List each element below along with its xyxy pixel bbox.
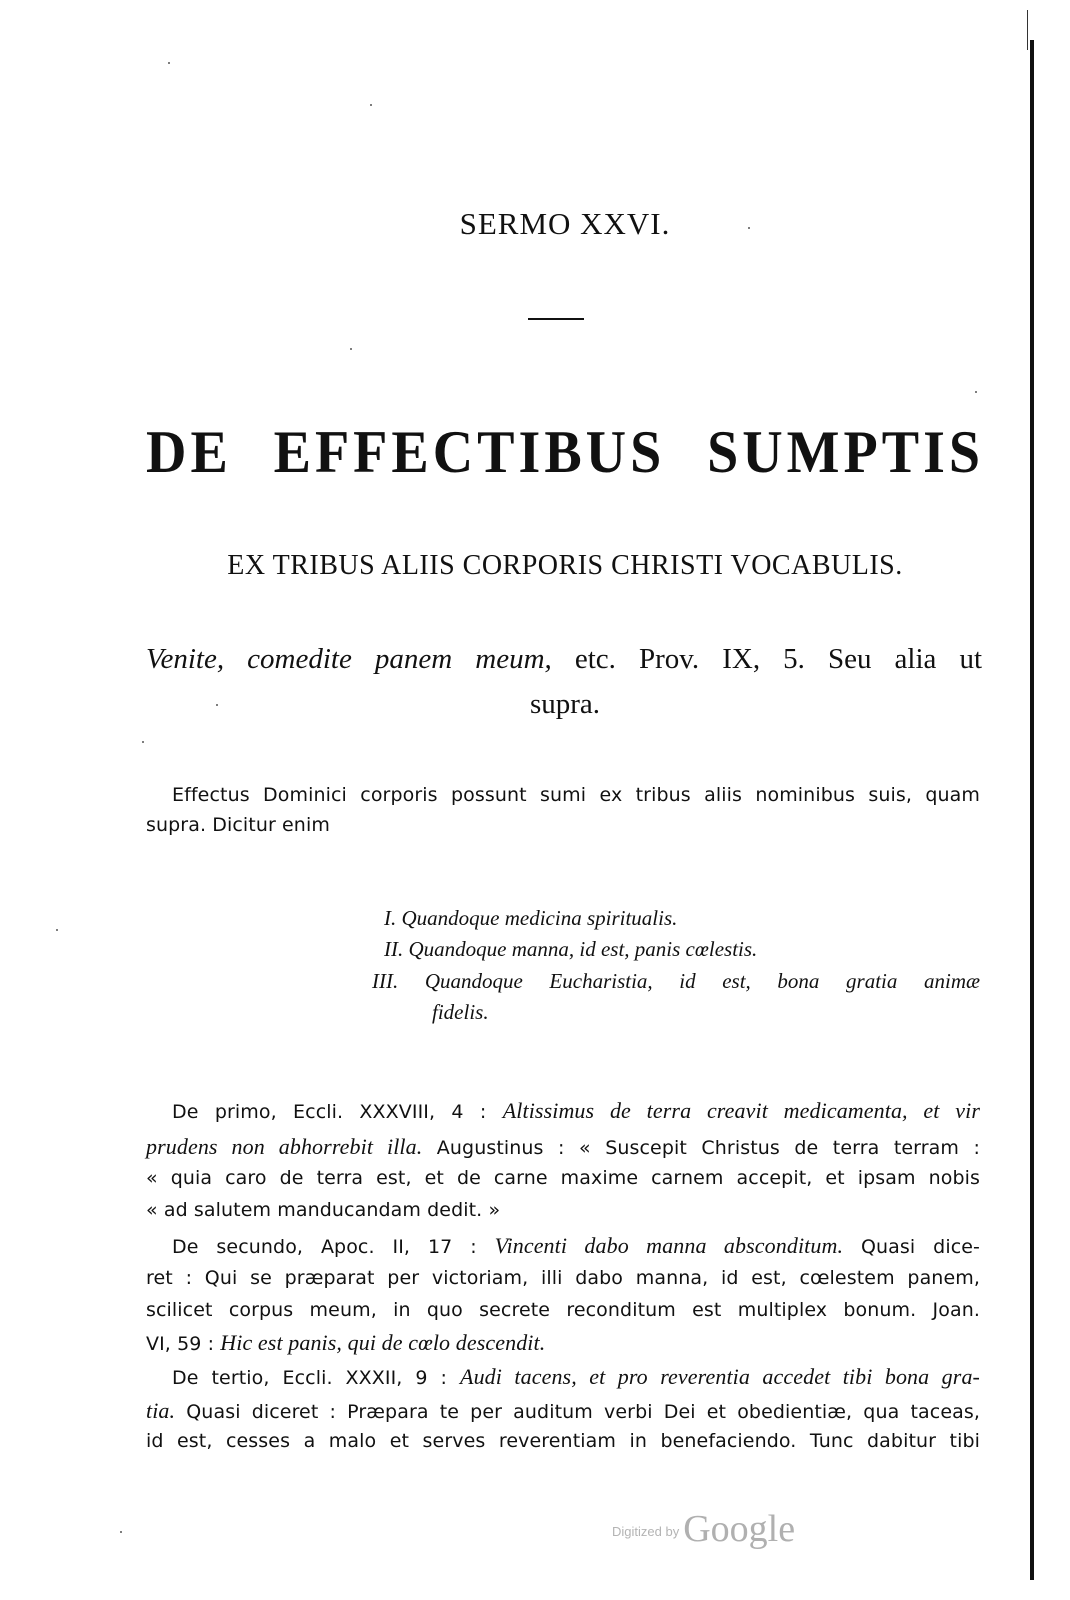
page-edge-mark — [1027, 10, 1028, 50]
paragraph-line: scilicet corpus meum, in quo secrete reconditum est multiplex bonum. Joan. — [146, 1299, 980, 1321]
text-run: VI, 59 : — [146, 1333, 221, 1355]
text-run: De tertio, Eccli. XXXII, 9 : — [172, 1367, 461, 1389]
paragraph-line — [146, 1134, 980, 1160]
citation-quote: tia. — [146, 1398, 176, 1423]
list-item-continuation: fidelis. — [432, 1000, 489, 1024]
text-run: Quasi dice- — [843, 1236, 980, 1258]
speck — [56, 929, 58, 931]
intro-line: Effectus Dominici corporis possunt sumi ex tribus aliis nominibus suis, quam — [172, 784, 980, 806]
verse-reference: etc. Prov. IX, 5. Seu alia ut — [551, 643, 983, 675]
list-item: II. Quandoque manna, id est, panis cœlestis. — [384, 937, 758, 961]
sermon-number: SERMO XXVI. — [459, 206, 671, 241]
paragraph-line: ret : Qui se præparat per victoriam, illi dabo manna, id est, cœlestem panem, — [146, 1267, 980, 1289]
main-title — [146, 418, 984, 487]
list-item: III. Quandoque Eucharistia, id est, bona gratia animæ — [372, 969, 980, 993]
text-run: De secundo, Apoc. II, 17 : — [172, 1236, 495, 1258]
digitized-label: Digitized by — [612, 1524, 680, 1539]
speck — [975, 391, 977, 393]
text-run: Augustinus : « Suscepit Christus de terra terram : — [422, 1137, 980, 1159]
subtitle: EX TRIBUS ALIIS CORPORIS CHRISTI VOCABULIS. — [227, 550, 903, 581]
speck — [168, 62, 170, 64]
divider-rule — [528, 318, 584, 320]
citation-quote: Vincenti dabo manna absconditum. — [494, 1233, 844, 1258]
paragraph-line — [146, 1330, 545, 1356]
paragraph-line: « ad salutem manducandam dedit. » — [146, 1199, 501, 1221]
text-run: Quasi diceret : Præpara te per auditum verbi Dei et obedientiæ, qua taceas, — [175, 1401, 980, 1423]
scripture-verse — [146, 643, 982, 676]
citation-quote: Hic est panis, qui de cœlo descendit. — [220, 1330, 546, 1355]
speck — [370, 104, 372, 106]
google-logo: Google — [683, 1508, 796, 1550]
paragraph-line: « quia caro de terra est, et de carne maxime carnem accepit, et ipsam nobis — [146, 1167, 980, 1189]
page-edge-shadow — [1030, 40, 1034, 1580]
paragraph-line: id est, cesses a malo et serves reverentiam in benefaciendo. Tunc dabitur tibi — [146, 1430, 980, 1452]
speck — [142, 741, 144, 743]
verse-quote: Venite, comedite panem meum, — [146, 643, 552, 675]
intro-line: supra. Dicitur enim — [146, 814, 330, 836]
verse-line-2: supra. — [529, 688, 601, 720]
citation-quote: prudens non abhorrebit illa. — [146, 1134, 423, 1159]
speck — [120, 1531, 122, 1533]
paragraph-line — [172, 1364, 980, 1390]
title-word: SUMPTIS — [707, 419, 984, 487]
paragraph-line — [172, 1098, 980, 1124]
title-word: EFFECTIBUS — [273, 419, 666, 487]
paragraph-line — [146, 1398, 980, 1424]
digitized-watermark — [612, 1500, 832, 1548]
paragraph-line — [172, 1233, 980, 1259]
citation-quote: Altissimus de terra creavit medicamenta, et vir — [502, 1098, 980, 1123]
list-item: I. Quandoque medicina spiritualis. — [384, 906, 678, 930]
title-word: DE — [146, 419, 232, 487]
citation-quote: Audi tacens, et pro reverentia accedet tibi bona gra- — [460, 1364, 980, 1389]
speck — [350, 348, 352, 350]
text-run: De primo, Eccli. XXXVIII, 4 : — [172, 1101, 503, 1123]
